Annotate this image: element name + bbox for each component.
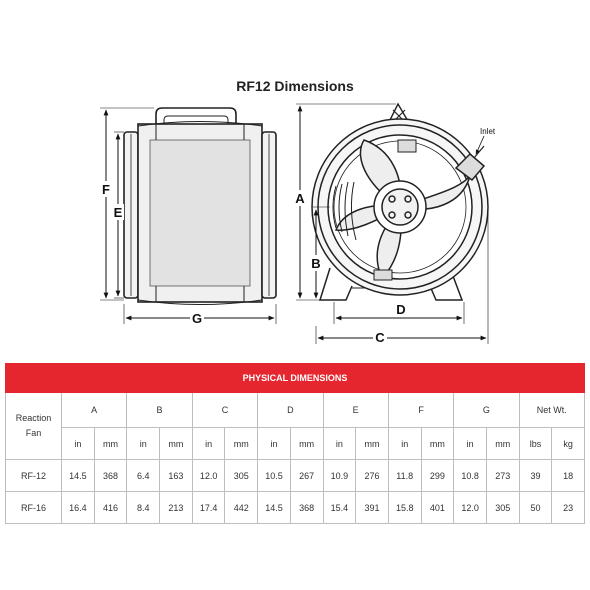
unit-cell: kg <box>552 428 585 460</box>
value-cell: 267 <box>290 460 323 492</box>
group-header: D <box>258 393 323 428</box>
unit-cell: in <box>192 428 225 460</box>
value-cell: 15.4 <box>323 492 356 524</box>
dimension-e-label: E <box>113 205 123 220</box>
inlet-label: Inlet <box>480 127 496 136</box>
row-label-line1: Reaction <box>15 413 52 423</box>
value-cell: 305 <box>486 492 519 524</box>
group-header: Net Wt. <box>519 393 584 428</box>
value-cell: 14.5 <box>62 460 95 492</box>
value-cell: 6.4 <box>127 460 160 492</box>
value-cell: 10.8 <box>454 460 487 492</box>
value-cell: 17.4 <box>192 492 225 524</box>
unit-cell: in <box>454 428 487 460</box>
value-cell: 442 <box>225 492 258 524</box>
row-label-line2: Fan <box>25 428 42 438</box>
unit-cell: mm <box>290 428 323 460</box>
dimension-a-label: A <box>295 191 305 206</box>
unit-cell: mm <box>486 428 519 460</box>
unit-cell: in <box>258 428 291 460</box>
unit-cell: in <box>388 428 421 460</box>
unit-cell: mm <box>421 428 454 460</box>
unit-cell: lbs <box>519 428 552 460</box>
unit-header-row <box>6 428 585 460</box>
table-header-row <box>6 364 585 393</box>
group-header: G <box>454 393 519 428</box>
unit-cell: in <box>127 428 160 460</box>
value-cell: 8.4 <box>127 492 160 524</box>
value-cell: 391 <box>356 492 389 524</box>
dimension-g-label: G <box>191 311 203 326</box>
value-cell: 16.4 <box>62 492 95 524</box>
table-title: PHYSICAL DIMENSIONS <box>6 364 585 393</box>
model-cell: RF-12 <box>6 460 62 492</box>
model-cell: RF-16 <box>6 492 62 524</box>
value-cell: 299 <box>421 460 454 492</box>
unit-cell: mm <box>225 428 258 460</box>
unit-cell: mm <box>356 428 389 460</box>
value-cell: 10.9 <box>323 460 356 492</box>
value-cell: 213 <box>160 492 193 524</box>
group-header: F <box>388 393 453 428</box>
dimension-d-label: D <box>396 302 406 317</box>
value-cell: 10.5 <box>258 460 291 492</box>
value-cell: 50 <box>519 492 552 524</box>
front-view-drawing <box>312 104 488 300</box>
unit-cell: in <box>62 428 95 460</box>
value-cell: 39 <box>519 460 552 492</box>
value-cell: 416 <box>94 492 127 524</box>
table-row <box>6 492 585 524</box>
group-header: C <box>192 393 257 428</box>
value-cell: 14.5 <box>258 492 291 524</box>
group-header-row <box>6 393 585 428</box>
value-cell: 18 <box>552 460 585 492</box>
page-title: RF12 Dimensions <box>236 78 354 94</box>
value-cell: 12.0 <box>454 492 487 524</box>
value-cell: 11.8 <box>388 460 421 492</box>
unit-cell: in <box>323 428 356 460</box>
value-cell: 276 <box>356 460 389 492</box>
value-cell: 401 <box>421 492 454 524</box>
value-cell: 368 <box>290 492 323 524</box>
value-cell: 23 <box>552 492 585 524</box>
value-cell: 15.8 <box>388 492 421 524</box>
dimension-b-label: B <box>311 256 321 271</box>
value-cell: 368 <box>94 460 127 492</box>
row-label-header <box>6 393 62 460</box>
dimension-f-label: F <box>102 182 110 197</box>
value-cell: 273 <box>486 460 519 492</box>
group-header: E <box>323 393 388 428</box>
value-cell: 163 <box>160 460 193 492</box>
physical-dimensions-table <box>5 363 585 524</box>
value-cell: 305 <box>225 460 258 492</box>
group-header: B <box>127 393 192 428</box>
unit-cell: mm <box>94 428 127 460</box>
side-view-drawing <box>124 108 276 305</box>
unit-cell: mm <box>160 428 193 460</box>
value-cell: 12.0 <box>192 460 225 492</box>
table-row <box>6 460 585 492</box>
group-header: A <box>62 393 127 428</box>
dimension-c-label: C <box>375 330 385 345</box>
